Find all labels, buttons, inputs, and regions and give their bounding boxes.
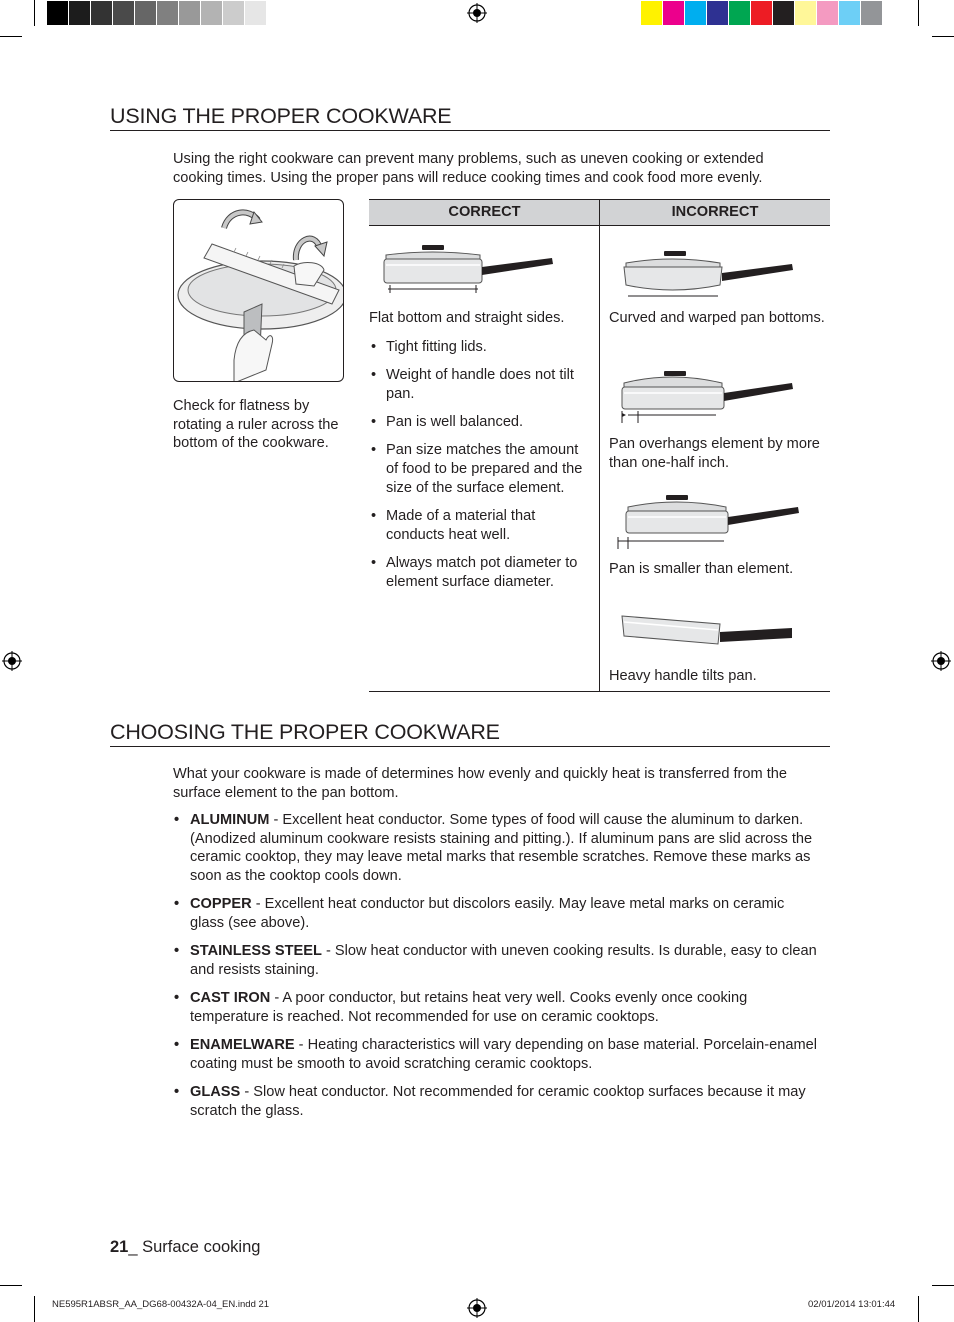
section-title-using-cookware: USING THE PROPER COOKWARE (110, 104, 830, 131)
color-swatch (157, 1, 179, 25)
color-swatch (817, 1, 839, 25)
color-swatch (773, 1, 795, 25)
crop-mark (34, 1296, 35, 1322)
table-header-correct: CORRECT (369, 199, 600, 226)
color-swatch (751, 1, 773, 25)
material-description: - Slow heat conductor with uneven cooking results. Is durable, easy to clean and resists staining. (190, 943, 817, 979)
crop-mark (0, 1285, 22, 1286)
color-swatch (223, 1, 245, 25)
registration-mark-icon (467, 3, 487, 23)
registration-mark-icon (2, 651, 22, 671)
material-name: ENAMELWARE (190, 1037, 295, 1054)
date-slug: 02/01/2014 13:01:44 (808, 1299, 896, 1310)
color-swatch (839, 1, 861, 25)
crop-mark (0, 36, 22, 37)
color-swatch (201, 1, 223, 25)
incorrect-overhang-text: Pan overhangs element by more than one-half inch. (609, 436, 820, 471)
section-intro: What your cookware is made of determines how evenly and quickly heat is transferred from the surface element to the pan bottom. (173, 766, 788, 801)
section-label: _ Surface cooking (128, 1238, 261, 1256)
color-swatch (113, 1, 135, 25)
flat-pan-icon (380, 245, 556, 295)
correct-lead-text: Flat bottom and straight sides. (369, 310, 565, 326)
color-swatch (861, 1, 883, 25)
material-description: - A poor conductor, but retains heat very well. Cooks evenly once cooking temperature is reached. Not recommended for use on ceramic cooktops. (190, 990, 748, 1026)
color-swatch (685, 1, 707, 25)
list-item: • Made of a material that conducts heat well. (369, 507, 594, 544)
material-item (173, 942, 818, 979)
crop-mark (932, 1285, 954, 1286)
list-item: • Pan is well balanced. (369, 413, 594, 432)
gray-color-bar (47, 1, 289, 25)
process-color-bar (641, 1, 883, 25)
list-item: • Always match pot diameter to element surface diameter. (369, 554, 594, 591)
color-swatch (135, 1, 157, 25)
material-name: GLASS (190, 1084, 241, 1101)
material-description: - Excellent heat conductor but discolors easily. May leave metal marks on ceramic glass (see above). (190, 896, 785, 932)
crop-mark (34, 0, 35, 26)
color-swatch (729, 1, 751, 25)
material-item (173, 1036, 818, 1073)
small-pan-icon (614, 495, 800, 551)
material-item (173, 989, 818, 1026)
color-swatch (69, 1, 91, 25)
list-item: • Weight of handle does not tilt pan. (369, 366, 594, 403)
correct-points-list (369, 338, 594, 601)
material-description: - Excellent heat conductor. Some types of food will cause the aluminum to darken. (Anodized aluminum cookware resists staining and pitting.). If aluminum pans are slid across the ceramic cooktop, they may leave metal marks that resemble scratches. Remove these marks as soon as the cooktop cools down. (190, 812, 813, 885)
color-swatch (707, 1, 729, 25)
crop-mark (932, 36, 954, 37)
incorrect-warped-text: Curved and warped pan bottoms. (609, 310, 825, 326)
color-swatch (179, 1, 201, 25)
list-item: • Pan size matches the amount of food to be prepared and the size of the surface element. (369, 441, 594, 497)
material-name: CAST IRON (190, 990, 271, 1007)
color-swatch (663, 1, 685, 25)
material-item (173, 1083, 818, 1120)
material-item (173, 811, 818, 886)
tilted-pan-icon (620, 612, 796, 652)
crop-mark (918, 1296, 919, 1322)
material-name: STAINLESS STEEL (190, 943, 322, 960)
page-footer (110, 1238, 260, 1257)
flatness-check-illustration (173, 199, 344, 382)
crop-mark (918, 0, 919, 26)
material-description: - Slow heat conductor. Not recommended for ceramic cooktop surfaces because it may scratch the glass. (190, 1084, 806, 1120)
color-swatch (795, 1, 817, 25)
page-number: 21 (110, 1238, 129, 1256)
ruler-on-pan-icon (174, 200, 344, 382)
color-swatch (267, 1, 289, 25)
color-swatch (47, 1, 69, 25)
incorrect-tilt-text: Heavy handle tilts pan. (609, 668, 757, 684)
section-intro: Using the right cookware can prevent many problems, such as uneven cooking or extended cooking times. Using the proper pans will reduce cooking times and cook food more evenly. (173, 151, 764, 186)
color-swatch (91, 1, 113, 25)
table-bottom-rule (369, 691, 830, 692)
table-column-divider (599, 199, 600, 692)
table-header-incorrect: INCORRECT (600, 199, 830, 226)
registration-mark-icon (931, 651, 951, 671)
color-swatch (641, 1, 663, 25)
material-name: COPPER (190, 896, 252, 913)
list-item: • Tight fitting lids. (369, 338, 594, 357)
incorrect-small-text: Pan is smaller than element. (609, 561, 794, 577)
material-name: ALUMINUM (190, 812, 270, 828)
color-swatch (245, 1, 267, 25)
overhanging-pan-icon (618, 371, 796, 425)
material-description: - Heating characteristics will vary depending on base material. Porcelain-enamel coating must be smooth to avoid scratching ceramic cooktops. (190, 1037, 817, 1073)
section-title-choosing-cookware: CHOOSING THE PROPER COOKWARE (110, 720, 830, 747)
registration-mark-icon (467, 1298, 487, 1318)
file-slug: NE595R1ABSR_AA_DG68-00432A-04_EN.indd 21 (52, 1299, 270, 1310)
warped-pan-icon (620, 251, 796, 297)
material-item (173, 895, 818, 932)
materials-list (173, 811, 818, 1130)
illustration-caption: Check for flatness by rotating a ruler across the bottom of the cookware. (173, 398, 339, 452)
